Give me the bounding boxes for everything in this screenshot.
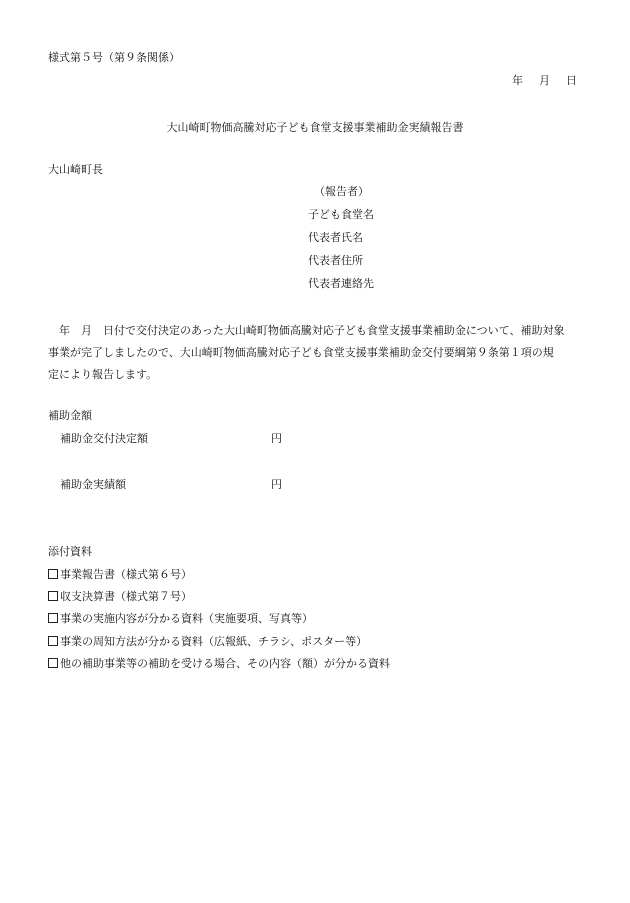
attachment-item-label: 事業の周知方法が分かる資料（広報紙、チラシ、ポスター等）: [60, 635, 368, 648]
report-body-line-1: 年 月 日付で交付決定のあった大山崎町物価高騰対応子ども食堂支援事業補助金について、補助対象: [48, 324, 565, 337]
attachment-item[interactable]: [48, 636, 367, 647]
date-year: 年: [512, 74, 523, 87]
decision-amount-unit: 円: [271, 432, 282, 445]
attachment-item-label: 事業の実施内容が分かる資料（実施要項、写真等）: [60, 612, 313, 625]
report-body-line-3: 定により報告します。: [48, 368, 158, 381]
attachment-item[interactable]: [48, 569, 192, 580]
checkbox-icon[interactable]: [48, 591, 58, 601]
amount-heading: 補助金額: [48, 409, 92, 422]
attachments-heading: 添付資料: [48, 545, 92, 558]
attachment-item-label: 収支決算書（様式第７号）: [60, 590, 192, 603]
checkbox-icon[interactable]: [48, 658, 58, 668]
addressee: 大山崎町長: [48, 163, 103, 176]
document-title: 大山崎町物価高騰対応子ども食堂支援事業補助金実績報告書: [166, 121, 464, 134]
cafeteria-name-label: 子ども食堂名: [308, 208, 374, 221]
form-number: 様式第５号（第９条関係）: [48, 51, 180, 64]
checkbox-icon[interactable]: [48, 569, 58, 579]
actual-amount-unit: 円: [271, 478, 282, 491]
attachment-item-label: 他の補助事業等の補助を受ける場合、その内容（額）が分かる資料: [60, 657, 390, 670]
decision-amount-label: 補助金交付決定額: [60, 432, 148, 445]
report-body-line-2: 事業が完了しましたので、大山崎町物価高騰対応子ども食堂支援事業補助金交付要綱第９条第１項の規: [48, 346, 554, 359]
attachment-item-label: 事業報告書（様式第６号）: [60, 568, 192, 581]
attachment-item[interactable]: [48, 613, 313, 624]
representative-address-label: 代表者住所: [308, 254, 363, 267]
attachment-item[interactable]: [48, 591, 192, 602]
date-day: 日: [566, 74, 577, 87]
actual-amount-label: 補助金実績額: [60, 478, 126, 491]
representative-contact-label: 代表者連絡先: [308, 277, 374, 290]
representative-name-label: 代表者氏名: [308, 231, 363, 244]
date-line: [512, 75, 577, 86]
checkbox-icon[interactable]: [48, 636, 58, 646]
reporter-label: （報告者）: [314, 185, 369, 198]
date-month: 月: [539, 74, 550, 87]
report-body: [48, 320, 588, 386]
checkbox-icon[interactable]: [48, 613, 58, 623]
attachment-item[interactable]: [48, 658, 390, 669]
